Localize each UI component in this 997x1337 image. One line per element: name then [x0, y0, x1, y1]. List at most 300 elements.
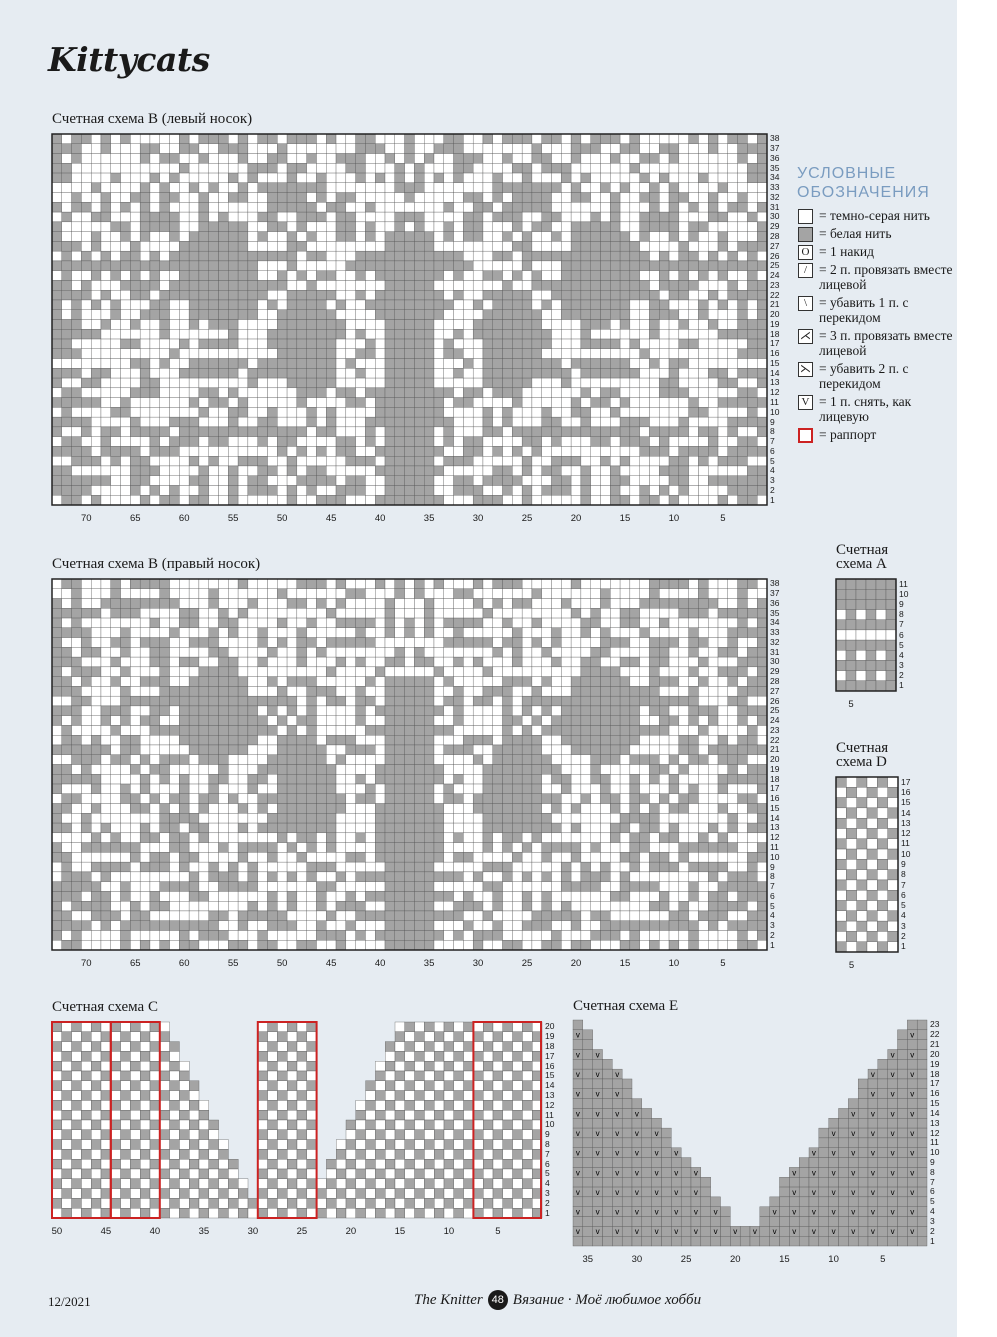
chart-cell [52, 154, 62, 164]
chart-cell [267, 456, 277, 466]
chart-cell [708, 310, 718, 320]
chart-cell [522, 579, 532, 589]
chart-cell [72, 320, 82, 330]
chart-cell [532, 686, 542, 696]
chart-cell [316, 843, 326, 853]
chart-cell [689, 579, 699, 589]
chart-cell [747, 638, 757, 648]
chart-cell [591, 745, 601, 755]
chart-cell [267, 251, 277, 261]
chart-cell [718, 212, 728, 222]
chart-cell [228, 686, 238, 696]
chart-cell [346, 261, 356, 271]
chart-cell [405, 417, 415, 427]
row-number: 29 [770, 221, 780, 232]
chart-cell [365, 852, 375, 862]
chart-cell [395, 677, 405, 687]
chart-cell [346, 456, 356, 466]
chart-cell [365, 677, 375, 687]
chart-cell [424, 134, 434, 144]
chart-cell [591, 657, 601, 667]
chart-cell [620, 388, 630, 398]
column-number: 65 [129, 513, 141, 524]
chart-cell [336, 589, 346, 599]
chart-cell [454, 755, 464, 765]
chart-cell [503, 154, 513, 164]
chart-cell [414, 833, 424, 843]
chart-cell [640, 144, 650, 154]
chart-cell [179, 794, 189, 804]
chart-cell [747, 339, 757, 349]
chart-cell [287, 398, 297, 408]
chart-cell [356, 251, 366, 261]
chart-cell [708, 359, 718, 369]
chart-cell [718, 144, 728, 154]
chart-cell [698, 843, 708, 853]
chart-cell [757, 193, 767, 203]
chart-cell [630, 368, 640, 378]
chart-cell [600, 446, 610, 456]
chart-cell [463, 261, 473, 271]
chart-cell [140, 495, 150, 505]
chart-cell [522, 329, 532, 339]
chart-cell [483, 144, 493, 154]
chart-cell [649, 417, 659, 427]
chart-cell [561, 134, 571, 144]
chart-cell [395, 427, 405, 437]
chart-cell [365, 456, 375, 466]
chart-cell [91, 686, 101, 696]
chart-cell [581, 466, 591, 476]
chart-cell [385, 706, 395, 716]
chart-cell [718, 706, 728, 716]
chart-cell [708, 368, 718, 378]
chart-cell [130, 222, 140, 232]
chart-cell [640, 608, 650, 618]
row-number: 9 [770, 416, 775, 427]
chart-cell [708, 329, 718, 339]
chart-cell [385, 579, 395, 589]
chart-cell [375, 339, 385, 349]
chart-cell [258, 388, 268, 398]
chart-cell [689, 261, 699, 271]
chart-cell [326, 794, 336, 804]
chart-cell [444, 823, 454, 833]
chart-cell [718, 638, 728, 648]
chart-cell [493, 485, 503, 495]
chart-cell [81, 862, 91, 872]
chart-cell [424, 628, 434, 638]
chart-cell [189, 476, 199, 486]
chart-cell [679, 638, 689, 648]
chart-cell [561, 212, 571, 222]
chart-cell [708, 163, 718, 173]
chart-cell [228, 456, 238, 466]
chart-cell [189, 427, 199, 437]
chart-cell [493, 638, 503, 648]
chart-cell [356, 745, 366, 755]
chart-cell [493, 765, 503, 775]
chart-cell [81, 765, 91, 775]
chart-cell [708, 725, 718, 735]
chart-cell [659, 755, 669, 765]
chart-cell [689, 437, 699, 447]
chart-cell [434, 677, 444, 687]
chart-cell [316, 222, 326, 232]
chart-cell [248, 222, 258, 232]
chart-cell [512, 647, 522, 657]
chart-cell [287, 134, 297, 144]
chart-cell [307, 310, 317, 320]
chart-cell [434, 579, 444, 589]
chart-cell [365, 774, 375, 784]
chart-cell [473, 647, 483, 657]
chart-cell [140, 144, 150, 154]
chart-cell [375, 804, 385, 814]
chart-cell [483, 300, 493, 310]
chart-cell [444, 193, 454, 203]
chart-cell [493, 251, 503, 261]
chart-cell [209, 407, 219, 417]
chart-cell [170, 804, 180, 814]
chart-cell [267, 618, 277, 628]
chart-cell [238, 765, 248, 775]
chart-cell [444, 349, 454, 359]
chart-cell [189, 407, 199, 417]
chart-cell [307, 852, 317, 862]
chart-cell [757, 398, 767, 408]
chart-cell [277, 134, 287, 144]
chart-cell [297, 280, 307, 290]
chart-cell [62, 618, 72, 628]
chart-cell [669, 222, 679, 232]
chart-cell [434, 843, 444, 853]
chart-cell [219, 852, 229, 862]
chart-cell [620, 144, 630, 154]
chart-cell [591, 794, 601, 804]
chart-cell [689, 163, 699, 173]
chart-cell [483, 686, 493, 696]
chart-cell [81, 628, 91, 638]
chart-cell [600, 599, 610, 609]
chart-cell [277, 638, 287, 648]
chart-cell [111, 300, 121, 310]
chart-cell [728, 144, 738, 154]
chart-cell [199, 794, 209, 804]
chart-cell [522, 852, 532, 862]
chart-cell [591, 725, 601, 735]
chart-cell [718, 290, 728, 300]
chart-cell [698, 579, 708, 589]
chart-cell [552, 657, 562, 667]
chart-cell [463, 163, 473, 173]
chart-cell [160, 686, 170, 696]
chart-cell [434, 310, 444, 320]
chart-cell [228, 677, 238, 687]
chart-cell [62, 144, 72, 154]
chart-cell [493, 843, 503, 853]
chart-cell [738, 589, 748, 599]
chart-cell [405, 359, 415, 369]
chart-cell [512, 251, 522, 261]
chart-cell [708, 852, 718, 862]
chart-cell [649, 774, 659, 784]
chart-cell [649, 202, 659, 212]
chart-cell [698, 163, 708, 173]
chart-cell [757, 765, 767, 775]
chart-cell [463, 202, 473, 212]
chart-cell [52, 232, 62, 242]
chart-cell [561, 339, 571, 349]
chart-cell [150, 300, 160, 310]
chart-cell [649, 657, 659, 667]
chart-cell [375, 163, 385, 173]
chart-cell [640, 618, 650, 628]
chart-cell [561, 579, 571, 589]
chart-cell [287, 378, 297, 388]
chart-cell [444, 579, 454, 589]
chart-cell [130, 163, 140, 173]
chart-cell [747, 222, 757, 232]
chart-cell [698, 388, 708, 398]
chart-cell [336, 716, 346, 726]
chart-cell [718, 378, 728, 388]
chart-cell [356, 804, 366, 814]
chart-cell [52, 677, 62, 687]
chart-cell [708, 271, 718, 281]
chart-cell [365, 368, 375, 378]
chart-cell [689, 222, 699, 232]
chart-cell [277, 579, 287, 589]
chart-cell [679, 774, 689, 784]
chart-cell [552, 241, 562, 251]
chart-cell [483, 618, 493, 628]
chart-cell [669, 774, 679, 784]
chart-cell [287, 261, 297, 271]
chart-cell [130, 804, 140, 814]
chart-cell [444, 407, 454, 417]
chart-cell [659, 222, 669, 232]
chart-cell [326, 163, 336, 173]
chart-cell [542, 144, 552, 154]
chart-cell [571, 437, 581, 447]
chart-cell [512, 495, 522, 505]
chart-cell [62, 349, 72, 359]
chart-cell [326, 300, 336, 310]
chart-cell [689, 784, 699, 794]
chart-cell [326, 476, 336, 486]
chart-cell [640, 755, 650, 765]
chart-cell [365, 638, 375, 648]
chart-cell [140, 339, 150, 349]
chart-cell [571, 300, 581, 310]
chart-cell [395, 618, 405, 628]
chart-cell [414, 599, 424, 609]
chart-cell [747, 725, 757, 735]
chart-cell [414, 437, 424, 447]
chart-cell [600, 716, 610, 726]
chart-cell [365, 485, 375, 495]
chart-cell [365, 476, 375, 486]
chart-cell [630, 608, 640, 618]
chart-cell [228, 446, 238, 456]
chart-cell [277, 813, 287, 823]
chart-cell [454, 173, 464, 183]
chart-cell [669, 495, 679, 505]
chart-cell [346, 154, 356, 164]
chart-cell [150, 466, 160, 476]
chart-cell [287, 618, 297, 628]
chart-cell [728, 154, 738, 164]
chart-cell [365, 173, 375, 183]
chart-cell [189, 765, 199, 775]
chart-cell [728, 320, 738, 330]
chart-cell [561, 686, 571, 696]
chart-cell [728, 378, 738, 388]
chart-cell [219, 657, 229, 667]
chart-cell [708, 677, 718, 687]
chart-cell [542, 212, 552, 222]
chart-cell [493, 359, 503, 369]
chart-cell [718, 495, 728, 505]
chart-cell [620, 271, 630, 281]
chart-cell [111, 446, 121, 456]
chart-cell [258, 755, 268, 765]
chart-cell [698, 144, 708, 154]
chart-cell [747, 173, 757, 183]
chart-cell [591, 212, 601, 222]
chart-cell [649, 134, 659, 144]
chart-cell [101, 466, 111, 476]
chart-cell [600, 794, 610, 804]
chart-cell [62, 388, 72, 398]
chart-cell [365, 618, 375, 628]
chart-cell [659, 628, 669, 638]
chart-cell [747, 212, 757, 222]
chart-cell [199, 173, 209, 183]
chart-cell [591, 378, 601, 388]
chart-cell [199, 134, 209, 144]
chart-cell [610, 437, 620, 447]
chart-cell [307, 388, 317, 398]
chart-cell [160, 784, 170, 794]
chart-cell [121, 349, 131, 359]
chart-cell [209, 300, 219, 310]
chart-cell [552, 725, 562, 735]
chart-cell [209, 638, 219, 648]
chart-cell [52, 144, 62, 154]
chart-cell [493, 212, 503, 222]
chart-cell [160, 144, 170, 154]
chart-cell [111, 599, 121, 609]
chart-cell [52, 599, 62, 609]
chart-cell [91, 320, 101, 330]
chart-cell [630, 716, 640, 726]
row-number: 19 [770, 318, 780, 329]
chart-cell [170, 667, 180, 677]
chart-cell [689, 290, 699, 300]
chart-cell [747, 320, 757, 330]
chart-cell [385, 495, 395, 505]
chart-cell [493, 696, 503, 706]
chart-cell [512, 134, 522, 144]
chart-cell [111, 173, 121, 183]
chart-cell [532, 647, 542, 657]
chart-cell [219, 833, 229, 843]
chart-cell [542, 706, 552, 716]
chart-cell [757, 388, 767, 398]
chart-cell [532, 476, 542, 486]
chart-cell [170, 823, 180, 833]
chart-cell [483, 202, 493, 212]
chart-cell [62, 446, 72, 456]
chart-cell [297, 755, 307, 765]
chart-cell [395, 466, 405, 476]
chart-cell [140, 765, 150, 775]
chart-cell [414, 466, 424, 476]
chart-cell [552, 745, 562, 755]
chart-cell [258, 300, 268, 310]
chart-cell [336, 300, 346, 310]
chart-cell [610, 755, 620, 765]
chart-cell [679, 329, 689, 339]
chart-cell [150, 144, 160, 154]
chart-cell [248, 398, 258, 408]
chart-cell [385, 427, 395, 437]
chart-cell [738, 755, 748, 765]
chart-cell [121, 495, 131, 505]
chart-cell [473, 241, 483, 251]
chart-cell [238, 608, 248, 618]
chart-cell [620, 599, 630, 609]
chart-cell [640, 437, 650, 447]
chart-cell [179, 154, 189, 164]
chart-cell [747, 154, 757, 164]
chart-cell [170, 329, 180, 339]
chart-cell [219, 706, 229, 716]
chart-cell [101, 388, 111, 398]
chart-cell [463, 398, 473, 408]
chart-cell [463, 320, 473, 330]
chart-cell [610, 589, 620, 599]
chart-cell [297, 154, 307, 164]
chart-cell [610, 193, 620, 203]
chart-cell [130, 446, 140, 456]
chart-cell [336, 485, 346, 495]
chart-cell [336, 154, 346, 164]
chart-cell [316, 696, 326, 706]
chart-cell [414, 813, 424, 823]
chart-cell [140, 154, 150, 164]
chart-cell [179, 862, 189, 872]
chart-cell [493, 163, 503, 173]
chart-cell [395, 290, 405, 300]
chart-cell [512, 202, 522, 212]
chart-cell [610, 300, 620, 310]
chart-cell [179, 280, 189, 290]
chart-cell [267, 329, 277, 339]
chart-cell [170, 686, 180, 696]
chart-cell [219, 300, 229, 310]
chart-cell [493, 784, 503, 794]
chart-cell [277, 349, 287, 359]
chart-cell [62, 241, 72, 251]
chart-cell [307, 417, 317, 427]
chart-cell [130, 638, 140, 648]
chart-cell [679, 579, 689, 589]
chart-cell [121, 628, 131, 638]
chart-cell [522, 261, 532, 271]
